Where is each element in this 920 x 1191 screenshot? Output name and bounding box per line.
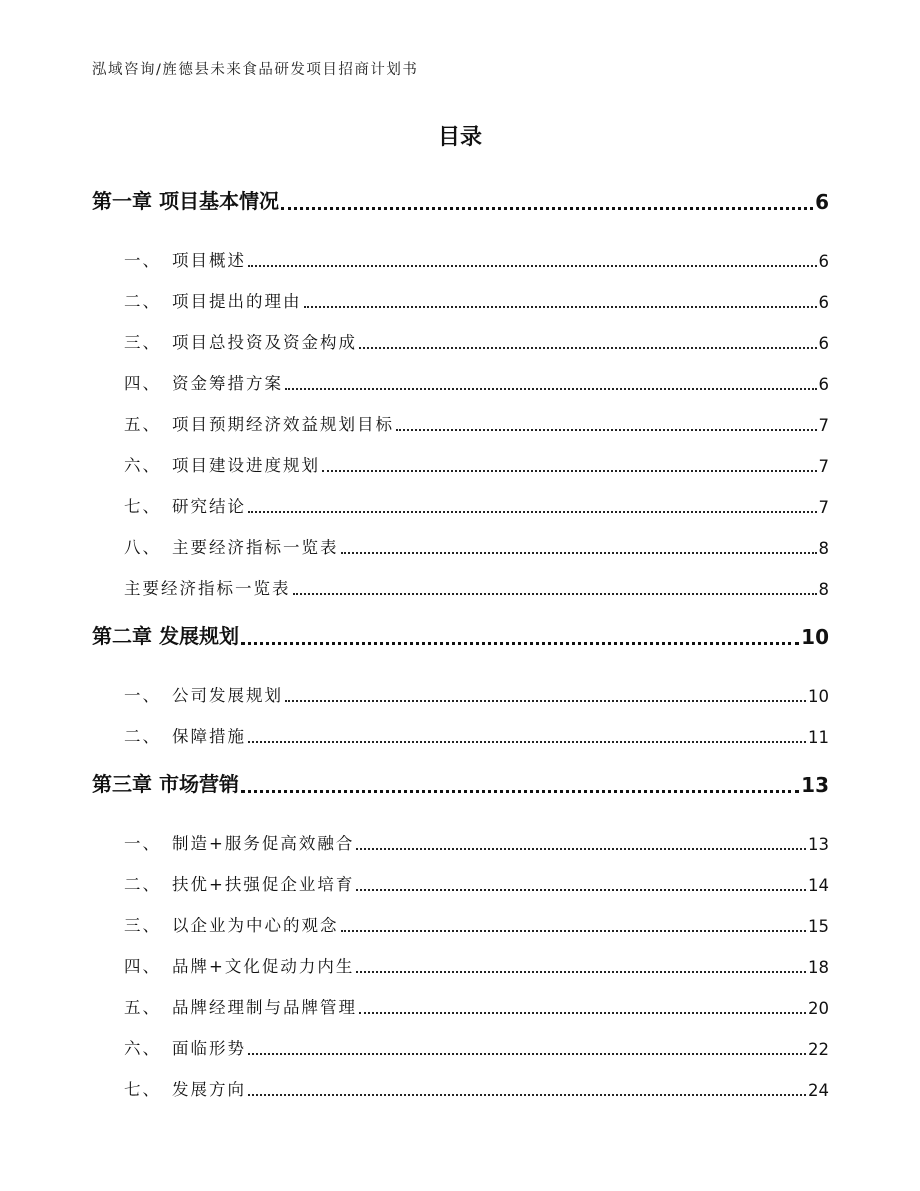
toc-entry[interactable] — [92, 394, 829, 435]
dot-leader — [359, 1012, 806, 1014]
page-number: 10 — [801, 625, 829, 649]
dot-leader — [248, 741, 806, 743]
toc-entry[interactable] — [92, 1018, 829, 1059]
dot-leader — [248, 265, 817, 267]
dot-leader — [248, 511, 817, 513]
entry-title: 扶优+扶强促企业培育 — [172, 875, 355, 894]
dot-leader — [241, 790, 799, 793]
toc-entry[interactable] — [92, 665, 829, 706]
dot-leader — [293, 593, 817, 595]
page-number: 10 — [808, 687, 829, 706]
chapter-title: 第一章 项目基本情况 — [92, 189, 279, 213]
page-number: 6 — [815, 190, 829, 214]
dot-leader — [396, 429, 817, 431]
entry-title: 项目建设进度规划 — [172, 456, 320, 475]
entry-number: 四、 — [124, 374, 161, 393]
entry-title: 项目总投资及资金构成 — [172, 333, 357, 352]
dot-leader — [285, 388, 817, 390]
table-of-contents — [92, 178, 829, 1100]
entry-title: 项目概述 — [172, 251, 246, 270]
toc-entry[interactable] — [92, 977, 829, 1018]
entry-title: 制造+服务促高效融合 — [172, 834, 355, 853]
toc-chapter[interactable] — [92, 761, 829, 797]
entry-number: 四、 — [124, 957, 161, 976]
entry-title: 发展方向 — [172, 1080, 246, 1099]
toc-entry[interactable] — [92, 271, 829, 312]
page-number: 7 — [818, 498, 829, 517]
entry-title: 品牌+文化促动力内生 — [172, 957, 355, 976]
toc-entry[interactable] — [92, 936, 829, 977]
entry-number: 三、 — [124, 333, 161, 352]
page-number: 15 — [808, 917, 829, 936]
dot-leader — [304, 306, 817, 308]
page-number: 6 — [818, 375, 829, 394]
page-number: 6 — [818, 252, 829, 271]
entry-number: 五、 — [124, 998, 161, 1017]
dot-leader — [341, 552, 817, 554]
dot-leader — [248, 1094, 806, 1096]
dot-leader — [356, 889, 806, 891]
entry-title: 以企业为中心的观念 — [172, 916, 339, 935]
dot-leader — [322, 470, 817, 472]
dot-leader — [241, 642, 799, 645]
page-number: 7 — [818, 457, 829, 476]
page-number: 6 — [818, 334, 829, 353]
entry-number: 二、 — [124, 727, 161, 746]
toc-entry[interactable] — [92, 517, 829, 558]
entry-number: 五、 — [124, 415, 161, 434]
entry-title: 公司发展规划 — [172, 686, 283, 705]
dot-leader — [356, 971, 806, 973]
page-number: 24 — [808, 1081, 829, 1100]
entry-number: 七、 — [124, 497, 161, 516]
dot-leader — [248, 1053, 806, 1055]
toc-chapter[interactable] — [92, 178, 829, 214]
toc-entry[interactable] — [92, 230, 829, 271]
entry-title: 面临形势 — [172, 1039, 246, 1058]
entry-title: 项目预期经济效益规划目标 — [172, 415, 394, 434]
page-number: 8 — [818, 539, 829, 558]
page-number: 13 — [808, 835, 829, 854]
chapter-title: 第三章 市场营销 — [92, 772, 239, 796]
page-number: 6 — [818, 293, 829, 312]
toc-entry[interactable] — [92, 706, 829, 747]
entry-title: 研究结论 — [172, 497, 246, 516]
running-header: 泓域咨询/旌德县未来食品研发项目招商计划书 — [92, 62, 419, 78]
page-number: 18 — [808, 958, 829, 977]
entry-number: 一、 — [124, 251, 161, 270]
entry-number: 六、 — [124, 456, 161, 475]
page-number: 8 — [818, 580, 829, 599]
toc-entry[interactable] — [92, 854, 829, 895]
dot-leader — [341, 930, 807, 932]
entry-title: 保障措施 — [172, 727, 246, 746]
dot-leader — [359, 347, 817, 349]
entry-number: 二、 — [124, 875, 161, 894]
entry-number: 八、 — [124, 538, 161, 557]
toc-entry[interactable] — [92, 476, 829, 517]
page-number: 7 — [818, 416, 829, 435]
page-number: 14 — [808, 876, 829, 895]
entry-number: 六、 — [124, 1039, 161, 1058]
dot-leader — [281, 207, 813, 210]
toc-chapter[interactable] — [92, 613, 829, 649]
page-number: 22 — [808, 1040, 829, 1059]
toc-entry[interactable] — [92, 813, 829, 854]
dot-leader — [285, 700, 806, 702]
toc-entry[interactable] — [92, 353, 829, 394]
toc-entry[interactable] — [92, 435, 829, 476]
entry-number: 一、 — [124, 834, 161, 853]
dot-leader — [356, 848, 806, 850]
page-number: 20 — [808, 999, 829, 1018]
entry-title: 主要经济指标一览表 — [172, 538, 339, 557]
entry-number: 三、 — [124, 916, 161, 935]
entry-title: 品牌经理制与品牌管理 — [172, 998, 357, 1017]
page-number: 11 — [808, 728, 829, 747]
toc-entry[interactable] — [92, 312, 829, 353]
entry-number: 二、 — [124, 292, 161, 311]
entry-title: 项目提出的理由 — [172, 292, 302, 311]
toc-entry[interactable] — [92, 895, 829, 936]
chapter-title: 第二章 发展规划 — [92, 624, 239, 648]
page-title: 目录 — [437, 125, 482, 150]
entry-title: 资金筹措方案 — [172, 374, 283, 393]
toc-entry[interactable] — [92, 558, 829, 599]
page-number: 13 — [801, 773, 829, 797]
toc-entry[interactable] — [92, 1059, 829, 1100]
entry-number: 七、 — [124, 1080, 161, 1099]
entry-title: 主要经济指标一览表 — [124, 579, 291, 598]
entry-number: 一、 — [124, 686, 161, 705]
